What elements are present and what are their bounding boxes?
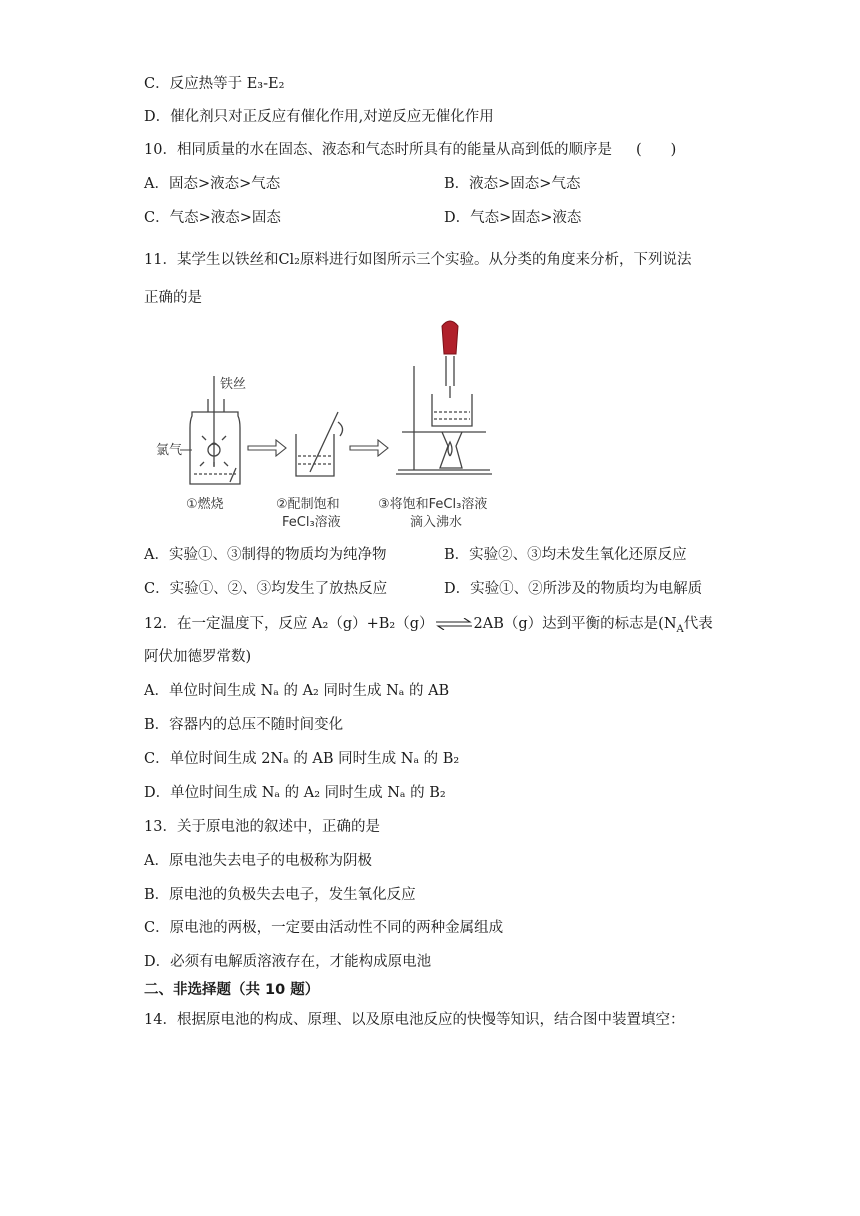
q13-option-d: D．必须有电解质溶液存在，才能构成原电池 <box>144 954 432 970</box>
equilibrium-arrows-icon <box>434 618 474 630</box>
q12-stem-part2: 2AB（g）达到平衡的标志是(N <box>473 616 677 632</box>
q12-stem-part3: 代表 <box>683 616 713 632</box>
q10-option-b: B．液态>固态>气态 <box>444 176 581 192</box>
q10-option-c: C．气态>液态>固态 <box>144 210 281 226</box>
q13-option-a: A．原电池失去电子的电极称为阴极 <box>144 853 372 869</box>
q9-option-c: C．反应热等于 E₃-E₂ <box>144 76 285 92</box>
q12-option-d: D．单位时间生成 Nₐ 的 A₂ 同时生成 Nₐ 的 B₂ <box>144 785 446 801</box>
q10-stem <box>144 140 676 160</box>
gas-jar-apparatus <box>190 376 240 484</box>
caption-exp2-line2: FeCl₃溶液 <box>282 515 341 530</box>
q11-stem-line2: 正确的是 <box>144 290 202 306</box>
q11-option-a: A．实验①、③制得的物质均为纯净物 <box>144 547 387 563</box>
q11-stem-line1: 11．某学生以铁丝和Cl₂原料进行如图所示三个实验。从分类的角度来分析，下列说法 <box>144 252 692 268</box>
arrow-1-icon <box>248 440 286 456</box>
caption-exp1: ①燃烧 <box>186 497 224 512</box>
arrow-2-icon <box>350 440 388 456</box>
caption-exp3-line2: 滴入沸水 <box>410 515 463 530</box>
q12-stem-line1 <box>144 614 713 640</box>
q13-option-c: C．原电池的两极，一定要由活动性不同的两种金属组成 <box>144 920 504 936</box>
q12-option-b: B．容器内的总压不随时间变化 <box>144 717 344 733</box>
q13-option-b: B．原电池的负极失去电子，发生氧化反应 <box>144 887 416 903</box>
q12-option-a: A．单位时间生成 Nₐ 的 A₂ 同时生成 Nₐ 的 AB <box>144 683 450 699</box>
q13-stem: 13．关于原电池的叙述中，正确的是 <box>144 819 380 835</box>
section-title: 二、非选择题（共 10 题） <box>144 982 320 998</box>
dropper-bulb-icon <box>442 321 458 354</box>
label-iron-wire: 铁丝 <box>220 377 247 392</box>
caption-exp3-line1: ③将饱和FeCl₃溶液 <box>378 497 488 512</box>
heating-apparatus <box>396 356 492 474</box>
q10-option-a: A．固态>液态>气态 <box>144 176 281 192</box>
q11-option-d: D．实验①、②所涉及的物质均为电解质 <box>444 581 703 597</box>
label-chlorine: 氯气 <box>156 443 183 458</box>
q9-option-d: D．催化剂只对正反应有催化作用,对逆反应无催化作用 <box>144 109 494 125</box>
q10-option-d: D．气态>固态>液态 <box>444 210 582 226</box>
q10-blank: ( ) <box>635 142 677 158</box>
q12-stem-line2: 阿伏加德罗常数) <box>144 649 252 665</box>
q14-stem: 14．根据原电池的构成、原理、以及原电池反应的快慢等知识，结合图中装置填空： <box>144 1012 685 1028</box>
q12-option-c: C．单位时间生成 2Nₐ 的 AB 同时生成 Nₐ 的 B₂ <box>144 751 460 767</box>
q12-stem-part1: 12．在一定温度下，反应 A₂（g）+B₂（g） <box>144 616 434 632</box>
caption-exp2-line1: ②配制饱和 <box>276 497 340 512</box>
q11-option-b: B．实验②、③均未发生氧化还原反应 <box>444 547 687 563</box>
q10-stem-text: 10．相同质量的水在固态、液态和气态时所具有的能量从高到低的顺序是 <box>144 142 612 158</box>
experiment-figure <box>150 316 520 532</box>
q12-stem-sub: A <box>676 623 684 635</box>
beaker-apparatus <box>296 412 343 476</box>
q11-option-c: C．实验①、②、③均发生了放热反应 <box>144 581 388 597</box>
